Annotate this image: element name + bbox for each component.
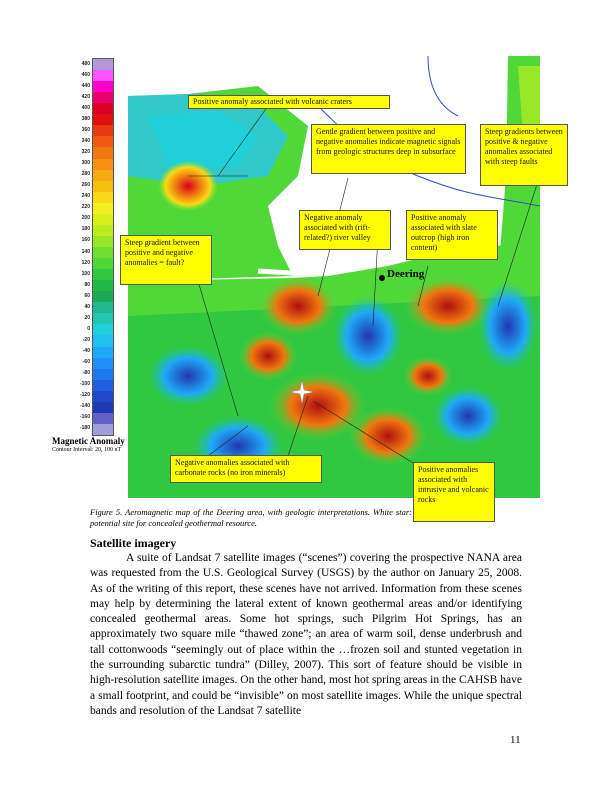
colorbar-tick-label: -120 <box>79 392 90 399</box>
magnetic-anomaly-colorbar <box>92 58 114 436</box>
legend-title: Magnetic Anomaly <box>52 436 125 446</box>
note-steep-fault: Steep gradient between positive and negative anomalies = fault? <box>120 235 212 285</box>
colorbar-tick-label: 180 <box>81 226 90 233</box>
deering-location-marker <box>379 275 385 281</box>
colorbar-swatch <box>93 402 113 414</box>
note-carbonate: Negative anomalies associated with carbonate rocks (no iron minerals) <box>170 455 322 483</box>
colorbar-tick-label: 40 <box>84 303 90 310</box>
colorbar-tick-label: -40 <box>82 348 90 355</box>
colorbar-swatch <box>93 136 113 148</box>
colorbar-swatch <box>93 170 113 182</box>
colorbar-tick-label: 60 <box>84 292 90 299</box>
colorbar-tick-label: 120 <box>81 259 90 266</box>
colorbar-tick-label: 240 <box>81 193 90 200</box>
colorbar-swatch <box>93 302 113 314</box>
colorbar-swatch <box>93 214 113 226</box>
note-negative-rift: Negative anomaly associated with (rift-related?) river valley <box>299 210 391 250</box>
colorbar-swatch <box>93 313 113 325</box>
place-label: Deering <box>387 268 425 280</box>
colorbar-swatch <box>93 147 113 159</box>
colorbar-tick-label: 440 <box>81 82 90 89</box>
note-positive-slate: Positive anomaly associated with slate outcrop (high iron content) <box>406 210 498 260</box>
colorbar-swatch <box>93 247 113 259</box>
colorbar-swatch <box>93 125 113 137</box>
colorbar-tick-label: 100 <box>81 270 90 277</box>
colorbar-swatch <box>93 291 113 303</box>
colorbar-swatch <box>93 324 113 336</box>
colorbar-swatch <box>93 424 113 436</box>
note-volcanic-craters: Positive anomaly associated with volcanic craters <box>188 95 390 109</box>
note-intrusive: Positive anomalies associated with intrusive and volcanic rocks <box>413 462 495 522</box>
colorbar-swatch <box>93 236 113 248</box>
colorbar-swatch <box>93 258 113 270</box>
colorbar-swatch <box>93 181 113 193</box>
note-gentle-gradient: Gentle gradient between positive and negative anomalies indicate magnetic signals from geologic structures deep in subsurface <box>311 124 466 174</box>
colorbar-swatch <box>93 70 113 82</box>
colorbar-swatch <box>93 59 113 71</box>
colorbar-tick-label: 480 <box>81 60 90 67</box>
colorbar-tick-label: 320 <box>81 149 90 155</box>
colorbar-tick-label: 80 <box>84 281 90 288</box>
colorbar-swatch <box>93 347 113 359</box>
colorbar-tick-label: -80 <box>82 370 90 377</box>
colorbar-swatch <box>93 103 113 115</box>
colorbar-tick-label: -160 <box>79 414 90 421</box>
colorbar-tick-label: 360 <box>81 126 90 133</box>
legend-subtitle: Contour Interval: 20, 100 nT <box>52 447 122 453</box>
colorbar-tick-label: 0 <box>87 325 90 332</box>
colorbar-swatch <box>93 81 113 93</box>
colorbar-tick-label: 460 <box>81 71 90 78</box>
colorbar-swatch <box>93 280 113 292</box>
colorbar-tick-label: -140 <box>79 403 90 410</box>
colorbar-swatch <box>93 358 113 370</box>
colorbar-tick-label: 340 <box>81 137 90 144</box>
body-paragraph: A suite of Landsat 7 satellite images (“scenes”) covering the prospective NANA area was requested from the U.S. Geological Survey (USGS) by the author on January 25, 2008. As of the writing of this report, these scenes have not arrived. Information from these scenes may help by determining the lateral extent of known geothermal areas and/or identifying concealed geothermal areas. Some hot springs, such Pilgrim Hot Springs, has an approximately two square mile “thawed zone”; an area of warm soil, dense underbrush and tall cottonwoods “seemingly out of place within the …frozen soil and stunted vegetation in the surrounding subarctic tundra” (Dilley, 2007). This sort of feature should be visible in high-resolution satellite images. On the other hand, most hot spring areas in the CAHSB have a small footprint, and could be “invisible” on most satellite images. While the unique spectral bands and resolution of the Landsat 7 satellite <box>90 552 522 717</box>
page-number: 11 <box>510 734 521 746</box>
colorbar-swatch <box>93 114 113 126</box>
colorbar-tick-label: 200 <box>81 215 90 222</box>
colorbar-swatch <box>93 391 113 403</box>
colorbar-swatch <box>93 269 113 281</box>
colorbar-swatch <box>93 159 113 171</box>
colorbar-swatch <box>93 225 113 237</box>
colorbar-tick-label: 140 <box>81 248 90 255</box>
colorbar-tick-label: 300 <box>81 160 90 167</box>
colorbar-swatch <box>93 92 113 104</box>
colorbar-swatch <box>93 369 113 381</box>
colorbar-tick-label: 400 <box>81 104 90 111</box>
colorbar-swatch <box>93 413 113 425</box>
colorbar-tick-label: -180 <box>79 425 90 432</box>
colorbar-swatch <box>93 335 113 347</box>
figure-caption: Figure 5. Aeromagnetic map of the Deering area, with geologic interpretations. White star: potential site for concealed geothermal resource. <box>90 507 412 528</box>
colorbar-tick-label: 20 <box>84 314 90 321</box>
colorbar-swatch <box>93 380 113 392</box>
colorbar-tick-label: 380 <box>81 115 90 122</box>
colorbar-tick-label: 260 <box>81 182 90 189</box>
note-steep-gradients: Steep gradients between positive & negative anomalies associated with steep faults <box>480 124 568 186</box>
colorbar-swatch <box>93 192 113 204</box>
colorbar-tick-label: 280 <box>81 171 90 178</box>
colorbar-swatch <box>93 203 113 215</box>
colorbar-tick-label: 220 <box>81 204 90 211</box>
colorbar-tick-label: -60 <box>82 359 90 366</box>
colorbar-tick-label: 420 <box>81 93 90 100</box>
colorbar-tick-label: -20 <box>82 337 90 343</box>
section-heading: Satellite imagery <box>90 536 177 550</box>
colorbar-tick-label: 160 <box>81 237 90 244</box>
colorbar-tick-label: -100 <box>79 381 90 388</box>
